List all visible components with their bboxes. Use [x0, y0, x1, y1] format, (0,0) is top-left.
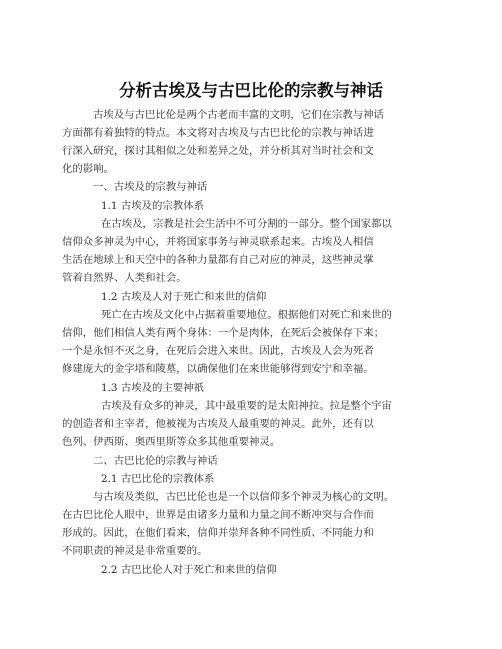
subsection-heading: 1.3 古埃及的主要神祇 [101, 382, 204, 394]
paragraph-line: 色列、伊西斯、奥西里斯等众多其他重要神灵。 [62, 436, 281, 448]
paragraph-line: 一个是永恒不灭之身，在死后会进入来世。因此，古埃及人会为死者 [62, 345, 374, 357]
paragraph-line: 古埃及与古巴比伦是两个古老而丰富的文明，它们在宗教与神话 [93, 109, 384, 121]
paragraph-line: 古埃及有众多的神灵，其中最重要的是太阳神拉。拉是整个宇宙 [101, 400, 392, 412]
paragraph-line: 信仰众多神灵为中心，并将国家事务与神灵联系起来。古埃及人相信 [62, 236, 374, 248]
paragraph-line: 行深入研究，探讨其相似之处和差异之处，并分析其对当时社会和文 [62, 145, 374, 157]
section-heading: 二、古巴比伦的宗教与神话 [93, 455, 218, 467]
subsection-heading: 1.1 古埃及的宗教体系 [101, 200, 204, 212]
paragraph-line: 管着自然界、人类和社会。 [62, 272, 187, 284]
paragraph-line: 形成的。因此，在他们看来，信仰并崇拜各种不同性质、不同能力和 [62, 527, 374, 539]
document-title: 分析古埃及与古巴比伦的宗教与神话 [119, 81, 383, 100]
paragraph-line: 信仰，他们相信人类有两个身体：一个是肉体，在死后会被保存下来； [62, 327, 385, 339]
paragraph-line: 生活在地球上和天空中的各种力量都有自己对应的神灵，这些神灵掌 [62, 254, 374, 266]
paragraph-line: 不同职责的神灵是非常重要的。 [62, 545, 208, 557]
paragraph-line: 死亡在古埃及文化中占据着重要地位。根据他们对死亡和来世的 [101, 309, 392, 321]
paragraph-line: 与古埃及类似，古巴比伦也是一个以信仰多个神灵为核心的文明。 [93, 491, 395, 503]
section-heading: 一、古埃及的宗教与神话 [93, 181, 208, 193]
paragraph-line: 修建庞大的金字塔和陵墓，以确保他们在来世能够得到安宁和幸福。 [62, 363, 374, 375]
paragraph-line: 的创造者和主宰者，他被视为古埃及人最重要的神灵。此外，还有以 [62, 418, 374, 430]
paragraph-line: 在古巴比伦人眼中，世界是由诸多力量和力量之间不断冲突与合作而 [62, 509, 374, 521]
subsection-heading: 1.2 古埃及人对于死亡和来世的信仰 [101, 291, 267, 303]
paragraph-line: 方面都有着独特的特点。本文将对古埃及与古巴比伦的宗教与神话进 [62, 127, 374, 139]
subsection-heading: 2.1 古巴比伦的宗教体系 [101, 473, 215, 485]
subsection-heading: 2.2 古巴比伦人对于死亡和来世的信仰 [101, 564, 277, 576]
paragraph-line: 化的影响。 [62, 163, 114, 175]
paragraph-line: 在古埃及，宗教是社会生活中不可分割的一部分。整个国家都以 [101, 218, 392, 230]
